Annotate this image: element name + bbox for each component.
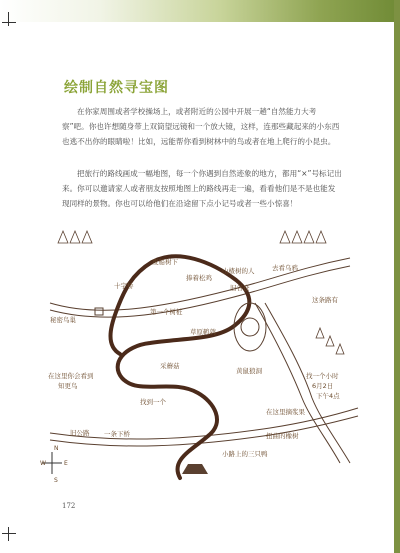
- page-edge-bar: [394, 0, 400, 553]
- map-annotation-group: [48, 257, 340, 458]
- compass-s-label: S: [54, 477, 58, 484]
- map-label: 找一个小时: [306, 372, 339, 380]
- birdhouse-icon: [95, 308, 103, 315]
- map-label: 6月2日: [312, 382, 334, 390]
- compass-n-label: N: [54, 445, 59, 452]
- map-label: 找到一个: [140, 398, 166, 406]
- pond-shape: [234, 303, 266, 351]
- header-decoration-stripe: [0, 0, 400, 22]
- page-number: 172: [62, 502, 76, 510]
- map-label: 在这里摘浆果: [266, 408, 305, 416]
- road-line: [50, 408, 358, 439]
- map-label: 捧着松鸡: [186, 274, 212, 282]
- map-label: 旧谷仓: [230, 284, 250, 292]
- map-label: 采蘑菇: [160, 362, 180, 370]
- map-label: 黄鼠狼洞: [236, 367, 262, 375]
- map-label: 第一个树桩: [150, 308, 183, 316]
- map-label: 知更鸟: [58, 382, 78, 390]
- crop-mark: [2, 22, 16, 23]
- map-label: 去看乌鸦: [272, 264, 298, 272]
- map-label: 下午4点: [316, 392, 340, 400]
- map-label: 旧公路: [70, 429, 90, 437]
- page-title: 绘制自然寻宝图: [64, 80, 169, 96]
- compass-e-label: E: [64, 460, 68, 467]
- crop-mark: [8, 12, 9, 26]
- paragraph-intro: 在你家周围或者学校操场上，或者附近的公园中开展一趟“自然能力大考察”吧。你也许想随身带上双筒望远镜和一个放大镜，这样，连那些藏起来的小东西也逃不出你的眼睛啦！比如，远能帮你看到树林中的鸟或者在地上爬行的小昆虫。: [62, 107, 340, 146]
- paragraph-instructions: 把旅行的路线画成一幅地图，每一个你遇到自然迹象的地方，都用“×”号标记出来。你可以邀请家人或者朋友按照地图上的路线再走一遍，看看他们是不是也能发现同样的景物。你也可以给他们在沿途留下点小记号或者一些小惊喜！: [62, 169, 342, 208]
- pond-inner-shape: [241, 318, 259, 336]
- map-label: 扭曲的橡树: [266, 432, 299, 440]
- treasure-map-illustration: [40, 228, 360, 488]
- map-label: 在这里你会看到: [48, 372, 94, 380]
- map-label: 小路上的三只鸭: [222, 450, 268, 458]
- compass-w-label: W: [40, 460, 46, 467]
- map-label: 山楂树的人: [222, 267, 255, 275]
- map-label: 秘密鸟巢: [50, 316, 76, 324]
- house-icon: [182, 464, 208, 474]
- map-label: 草原鹌鹑: [190, 328, 216, 336]
- road-line: [50, 258, 350, 310]
- map-label: 一条下桥: [104, 430, 130, 438]
- crop-mark: [2, 533, 16, 534]
- map-label: 这条路有: [312, 296, 338, 304]
- map-label: 废船树下: [152, 258, 178, 266]
- map-label: 十字桥: [114, 282, 134, 290]
- crop-mark: [8, 527, 9, 541]
